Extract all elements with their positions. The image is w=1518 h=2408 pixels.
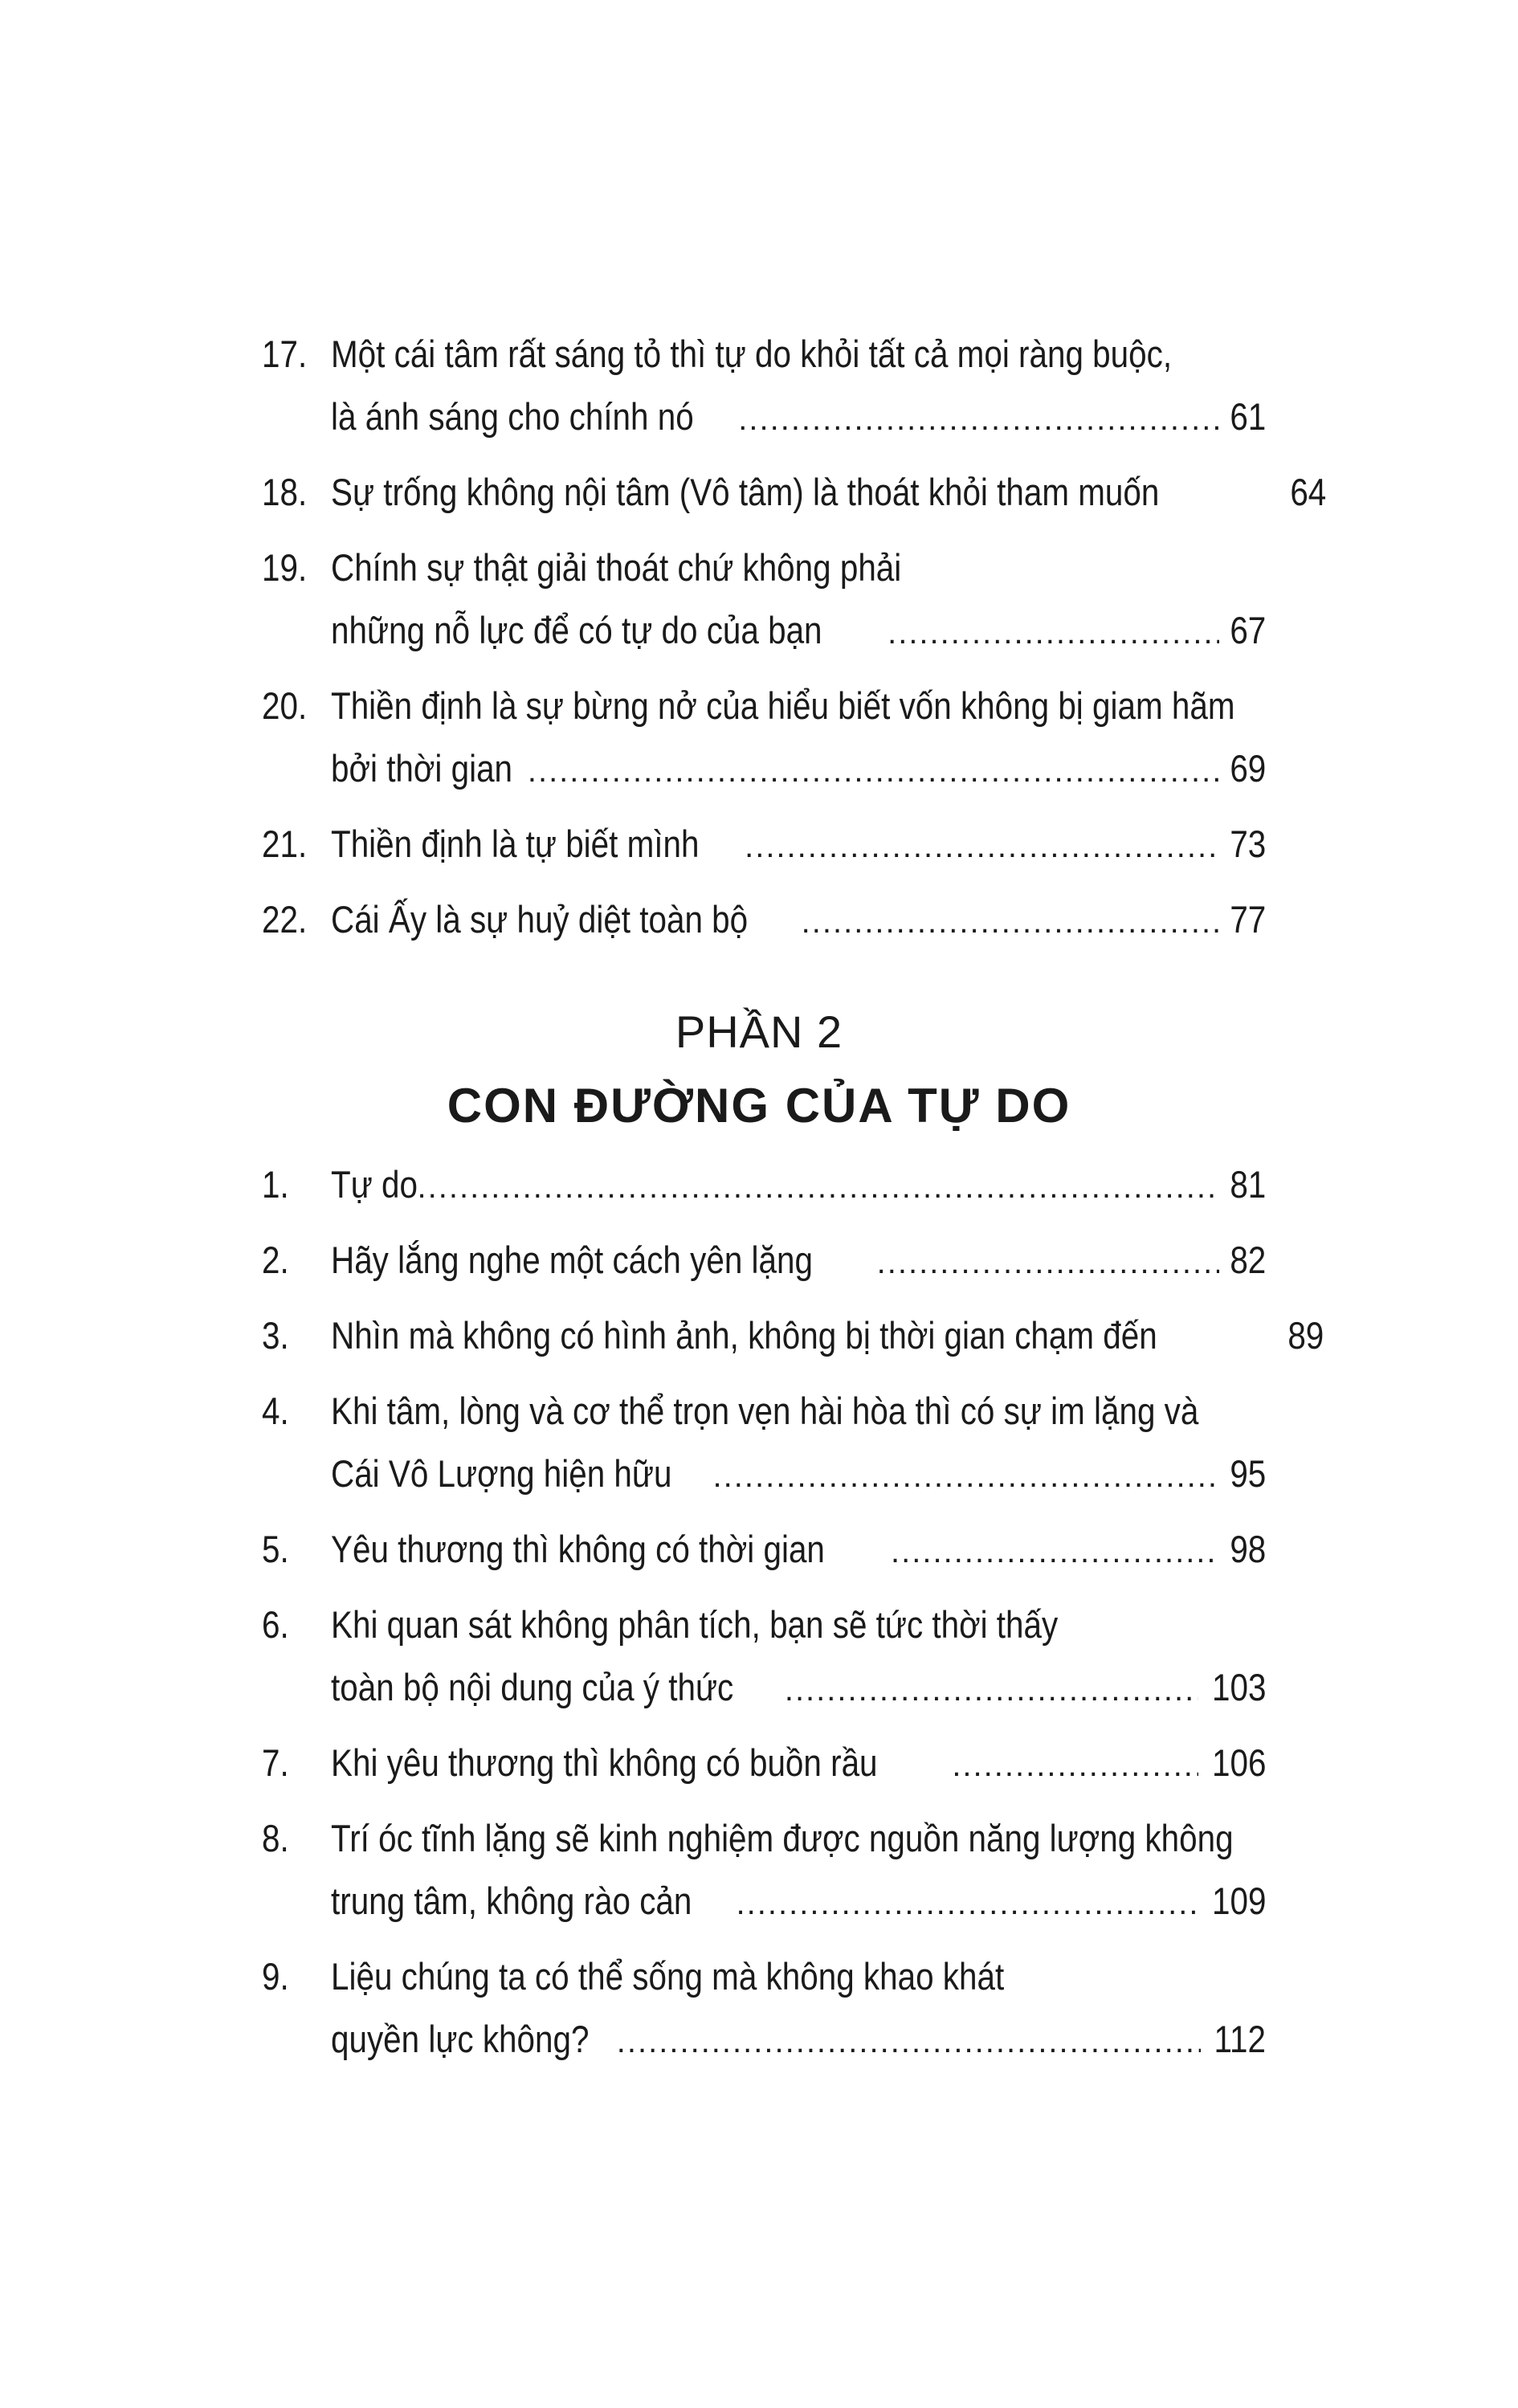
entry-number: 8. <box>262 1817 289 1859</box>
entry-page-number: 73 <box>1230 822 1266 865</box>
entry-page-number: 81 <box>1230 1163 1266 1206</box>
toc-part2 <box>262 1153 1324 2071</box>
entry-number: 2. <box>262 1239 289 1281</box>
entry-title-line: toàn bộ nội dung của ý thức <box>331 1666 734 1708</box>
leader-dots <box>877 1231 1219 1294</box>
leader-dots <box>891 1520 1219 1583</box>
entry-title-line: Chính sự thật giải thoát chứ không phải <box>331 546 902 589</box>
entry-page-number: 112 <box>1214 2018 1266 2060</box>
toc-entry <box>262 1380 1266 1505</box>
entry-title-line: Yêu thương thì không có thời gian <box>331 1528 825 1570</box>
leader-dots <box>617 2010 1201 2073</box>
toc-entry <box>262 1594 1266 1719</box>
toc-entry <box>262 1945 1266 2071</box>
entry-title-line: Sự trống không nội tâm (Vô tâm) là thoát khỏi tham muốn <box>331 471 1160 513</box>
entry-page-number: 89 <box>1287 1314 1324 1357</box>
entry-number: 17. <box>262 333 308 375</box>
toc-part1 <box>262 323 1327 951</box>
entry-title-line: Khi quan sát không phân tích, bạn sẽ tức thời thấy <box>331 1603 1059 1646</box>
leader-dots <box>802 891 1219 953</box>
entry-title-line: Thiền định là tự biết mình <box>331 822 700 865</box>
entry-number: 5. <box>262 1528 289 1570</box>
part-label: PHẦN 2 <box>675 1006 843 1057</box>
entry-title-line: trung tâm, không rào cản <box>331 1879 692 1922</box>
entry-title-line: bởi thời gian <box>331 747 513 790</box>
entry-title-line: Liệu chúng ta có thể sống mà không khao khát <box>331 1955 1005 1998</box>
entry-title-line: Hãy lắng nghe một cách yên lặng <box>331 1239 813 1281</box>
entry-page-number: 95 <box>1230 1452 1266 1495</box>
toc-entry <box>262 1304 1324 1367</box>
entry-number: 20. <box>262 684 308 727</box>
toc-entry <box>262 537 1266 662</box>
leader-dots <box>952 1734 1198 1797</box>
entry-number: 7. <box>262 1741 289 1784</box>
entry-number: 4. <box>262 1390 289 1432</box>
leader-dots <box>713 1445 1219 1508</box>
entry-title-line: Khi yêu thương thì không có buồn rầu <box>331 1741 878 1784</box>
leader-dots <box>737 1872 1198 1935</box>
entry-title-line: Một cái tâm rất sáng tỏ thì tự do khỏi tất cả mọi ràng buộc, <box>331 333 1173 375</box>
toc-entry <box>262 1732 1266 1794</box>
entry-title-line: Tự do <box>331 1163 418 1206</box>
leader-dots <box>888 602 1219 664</box>
toc-entry <box>262 1153 1266 1216</box>
entry-page-number: 103 <box>1211 1666 1266 1708</box>
entry-title-line: Trí óc tĩnh lặng sẽ kinh nghiệm được nguồn năng lượng không <box>331 1817 1234 1859</box>
toc-entry <box>262 675 1266 800</box>
leader-dots <box>785 1659 1198 1721</box>
toc-entry <box>262 1518 1266 1581</box>
entry-page-number: 109 <box>1211 1879 1266 1922</box>
entry-page-number: 82 <box>1230 1239 1266 1281</box>
entry-page-number: 61 <box>1230 395 1266 438</box>
entry-number: 1. <box>262 1163 289 1206</box>
entry-title-line: Cái Ấy là sự huỷ diệt toàn bộ <box>331 898 749 941</box>
entry-number: 18. <box>262 471 308 513</box>
entry-page-number: 98 <box>1230 1528 1266 1570</box>
entry-title-line: quyền lực không? <box>331 2018 590 2060</box>
entry-title-line: những nỗ lực để có tự do của bạn <box>331 609 822 651</box>
entry-number: 22. <box>262 898 308 941</box>
entry-number: 9. <box>262 1955 289 1998</box>
part-title: CON ĐƯỜNG CỦA TỰ DO <box>447 1079 1071 1133</box>
toc-entry <box>262 323 1266 448</box>
entry-title-line: là ánh sáng cho chính nó <box>331 395 694 438</box>
entry-number: 19. <box>262 546 308 589</box>
entry-page-number: 77 <box>1230 898 1266 941</box>
toc-entry <box>262 813 1266 875</box>
leader-dots <box>738 388 1218 451</box>
toc-entry <box>262 1807 1266 1933</box>
leader-dots <box>418 1156 1219 1218</box>
entry-page-number: 106 <box>1211 1741 1266 1784</box>
entry-title-line: Nhìn mà không có hình ảnh, không bị thời gian chạm đến <box>331 1314 1157 1357</box>
leader-dots <box>745 815 1219 878</box>
entry-page-number: 64 <box>1290 471 1327 513</box>
toc-entry <box>262 1229 1266 1292</box>
toc-entry <box>262 888 1266 951</box>
entry-title-line: Khi tâm, lòng và cơ thể trọn vẹn hài hòa thì có sự im lặng và <box>331 1390 1199 1432</box>
toc-entry <box>262 461 1327 524</box>
entry-page-number: 67 <box>1230 609 1266 651</box>
entry-title-line: Cái Vô Lượng hiện hữu <box>331 1452 672 1495</box>
entry-number: 3. <box>262 1314 289 1357</box>
entry-number: 21. <box>262 822 308 865</box>
entry-title-line: Thiền định là sự bừng nở của hiểu biết vốn không bị giam hãm <box>331 684 1235 727</box>
entry-number: 6. <box>262 1603 289 1646</box>
leader-dots <box>528 740 1219 802</box>
entry-page-number: 69 <box>1230 747 1266 790</box>
